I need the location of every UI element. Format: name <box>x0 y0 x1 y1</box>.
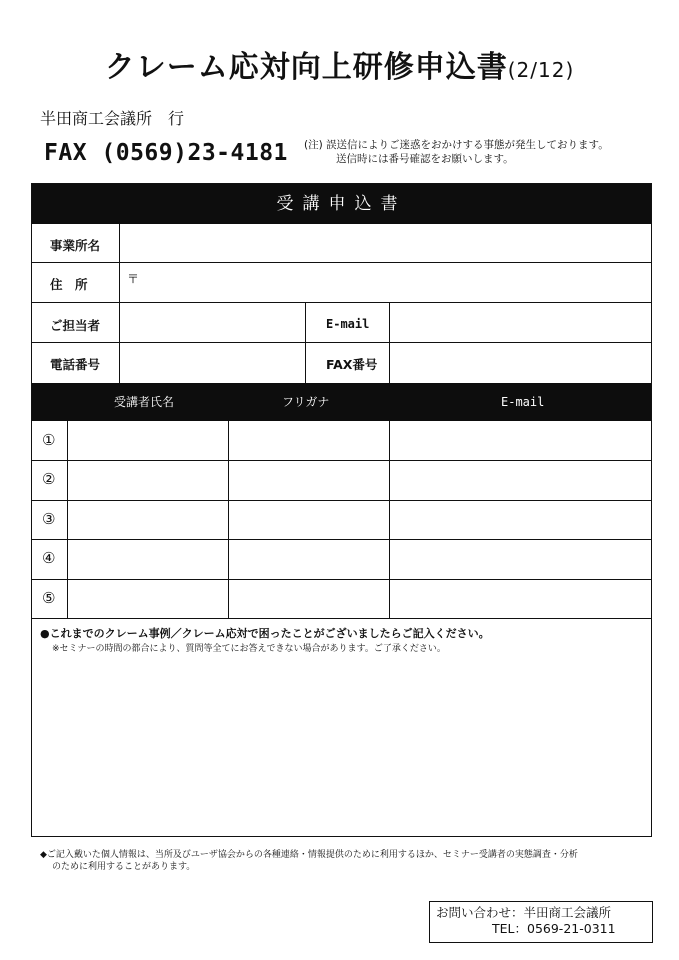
application-form <box>31 183 652 837</box>
attendee-row-number: ④ <box>42 549 56 567</box>
postal-mark: 〒 <box>127 272 140 286</box>
privacy-footnote <box>40 849 660 873</box>
contact-tel: TEL：0569-21-0311 <box>492 921 616 936</box>
footnote-line1: ◆ご記入戴いた個人情報は、当所及びユーザ協会からの各種連絡・情報提供のために利用するほか、セミナー受講者の実態調査・分析 <box>40 850 578 860</box>
contact-line1: お問い合わせ：半田商工会議所 <box>436 905 612 920</box>
title-main: クレーム応対向上研修申込書 <box>104 50 508 85</box>
attendee-row-number: ⑤ <box>42 589 56 607</box>
comment-prompt: ●これまでのクレーム事例／クレーム応対で困ったことがございましたらご記入ください。 <box>40 627 490 640</box>
col-name: 受講者氏名 <box>114 395 175 409</box>
fax-note <box>304 138 654 166</box>
document-title <box>0 42 679 86</box>
contact-box <box>429 901 653 943</box>
fax-number: FAX (0569)23-4181 <box>44 140 288 166</box>
attendee-header <box>32 383 651 421</box>
col-email: E-mail <box>501 395 545 409</box>
fax-note-line1: (注) 誤送信によりご迷惑をおかけする事態が発生しております。 <box>304 139 609 151</box>
label-email: E-mail <box>326 317 370 331</box>
label-contact-person: ご担当者 <box>50 318 101 333</box>
label-phone: 電話番号 <box>50 357 101 372</box>
attendee-row-number: ① <box>42 431 56 449</box>
form-header: 受講申込書 <box>32 184 651 224</box>
recipient: 半田商工会議所 行 <box>40 109 185 128</box>
comment-note: ※セミナーの時間の都合により、質問等全てにお答えできない場合があります。ご了承ください。 <box>52 644 446 654</box>
fax-note-line2: 送信時には番号確認をお願いします。 <box>336 153 514 165</box>
attendee-row-number: ② <box>42 470 56 488</box>
title-sub: (2/12) <box>507 58 575 82</box>
label-address: 住 所 <box>50 277 88 292</box>
col-furigana: フリガナ <box>282 395 330 409</box>
footnote-line2: のために利用することがあります。 <box>52 862 196 872</box>
label-fax: FAX番号 <box>326 357 378 372</box>
label-company: 事業所名 <box>50 238 101 253</box>
comment-area <box>40 625 640 654</box>
attendee-row-number: ③ <box>42 510 56 528</box>
